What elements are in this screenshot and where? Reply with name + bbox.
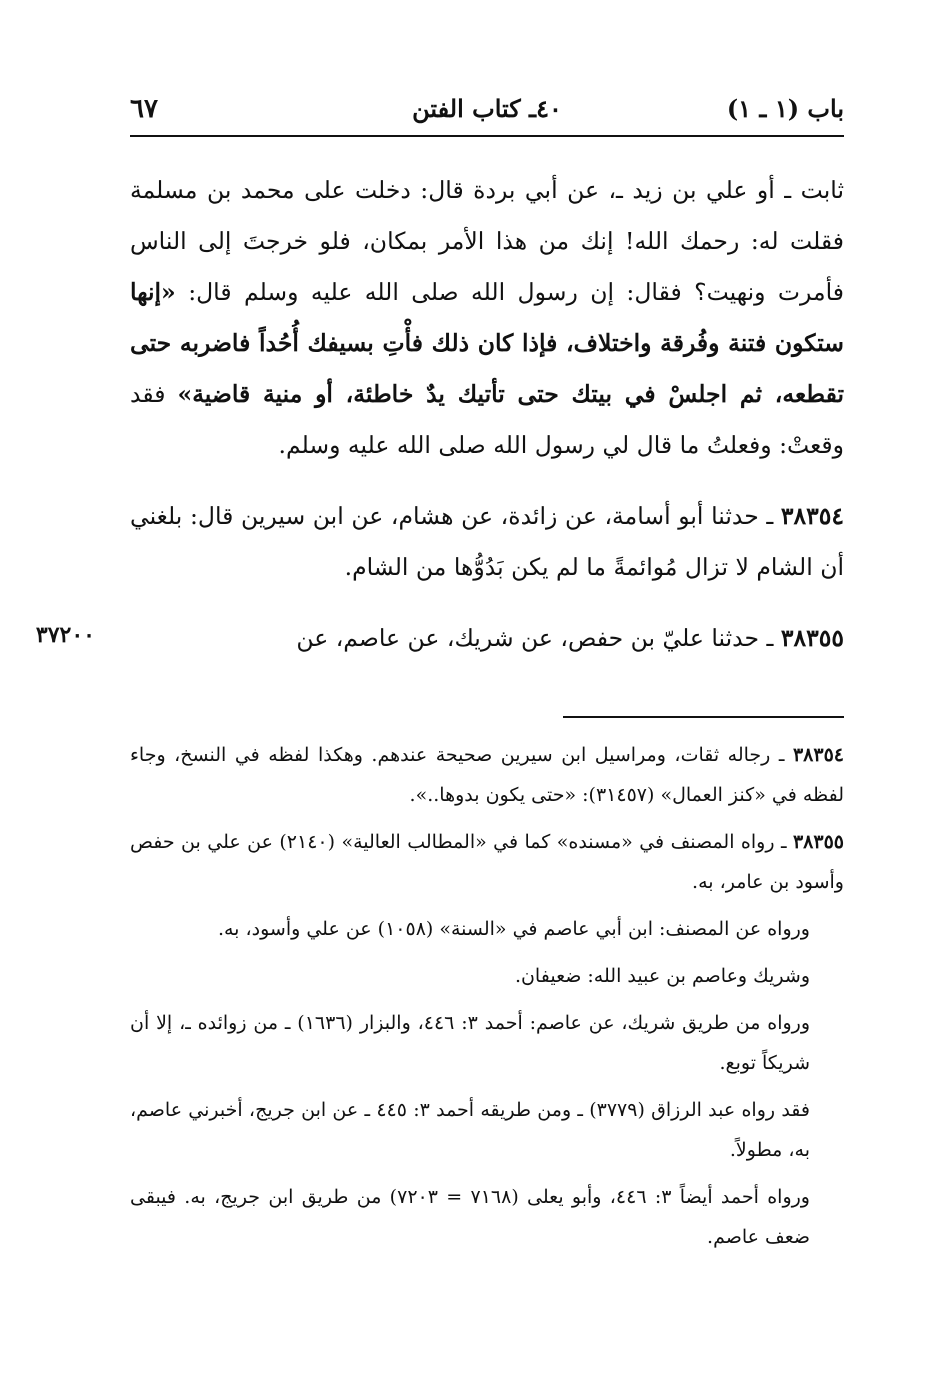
footnote-38355 (130, 822, 844, 902)
margin-reference-number: ٣٧٢٠٠ (35, 622, 95, 648)
footnote-paragraph: وشريك وعاصم بن عبيد الله: ضعيفان. (514, 965, 810, 987)
footnote-paragraph: ورواه عن المصنف: ابن أبي عاصم في «السنة» (١٠٥٨) عن علي وأسود، به. (217, 918, 810, 940)
hadith-text: ـ حدثنا أبو أسامة، عن زائدة، عن هشام، عن ابن سيرين قال: بلغني أن الشام لا تزال مُوائمةً ما لم يكن بَدُوُّها من الشام. (130, 502, 844, 581)
book-title: ٤٠ـ كتاب الفتن (412, 94, 562, 123)
footnotes (130, 735, 844, 1264)
hadith-quote: «إنها ستكون فتنة وفُرقة واختلاف، فإذا كان ذلك فأْتِ بسيفك أُحُداً فاضربه حتى تقطعه، ثم اجلسْ في بيتك حتى تأتيك يدٌ خاطئة، أو منية قاضية» (130, 278, 844, 408)
page-header (130, 88, 844, 128)
footnote-38354 (130, 735, 844, 815)
hadith-38355 (130, 613, 844, 664)
main-text (130, 165, 844, 664)
header-divider (130, 135, 844, 137)
footnote-paragraph: ورواه أحمد أيضاً ٣: ٤٤٦، وأبو يعلى (٧١٦٨ = ٧٢٠٣) من طريق ابن جريج، به. فيبقى ضعف عاصم. (130, 1186, 810, 1248)
hadith-outro: فقد وقعتْ: وفعلتُ ما قال لي رسول الله صلى الله عليه وسلم. (130, 380, 844, 459)
hadith-number: ٣٨٣٥٤ (780, 502, 844, 530)
hadith-text: ـ حدثنا عليّ بن حفص، عن شريك، عن عاصم، عن (296, 624, 774, 652)
hadith-number: ٣٨٣٥٥ (780, 624, 844, 652)
section-label: باب (١ ـ ١) (726, 94, 844, 123)
footnote-text: ـ رواه المصنف في «مسنده» كما في «المطالب العالية» (٢١٤٠) عن علي بن حفص وأسود بن عامر، به. (130, 831, 844, 893)
page-number: ٦٧ (130, 94, 158, 124)
hadith-intro: ثابت ـ أو علي بن زيد ـ، عن أبي بردة قال: دخلت على محمد بن مسلمة فقلت له: رحمك الله! إنك من هذا الأمر بمكان، فلو خرجتَ إلى الناس فأمرت ونهيت؟ فقال: إن رسول الله صلى الله عليه وسلم قال: (130, 176, 844, 306)
footnote-paragraph: ورواه من طريق شريك، عن عاصم: أحمد ٣: ٤٤٦، والبزار (١٦٣٦) ـ من زوائده ـ، إلا أن شريكاً توبع. (130, 1012, 811, 1074)
footnote-text: ـ رجاله ثقات، ومراسيل ابن سيرين صحيحة عندهم. وهكذا لفظه في النسخ، وجاء لفظه في «كنز العمال» (٣١٤٥٧): «حتى يكون بدوها..». (130, 744, 844, 806)
hadith-38354 (130, 491, 844, 593)
hadith-continuation (130, 165, 844, 471)
footnote-paragraph: فقد رواه عبد الرزاق (٣٧٧٩) ـ ومن طريقه أحمد ٣: ٤٤٥ ـ عن ابن جريج، أخبرني عاصم، به، مطولاً. (130, 1099, 810, 1161)
footnote-number: ٣٨٣٥٥ (792, 831, 844, 853)
footnote-divider (563, 716, 844, 718)
footnote-number: ٣٨٣٥٤ (792, 744, 844, 766)
